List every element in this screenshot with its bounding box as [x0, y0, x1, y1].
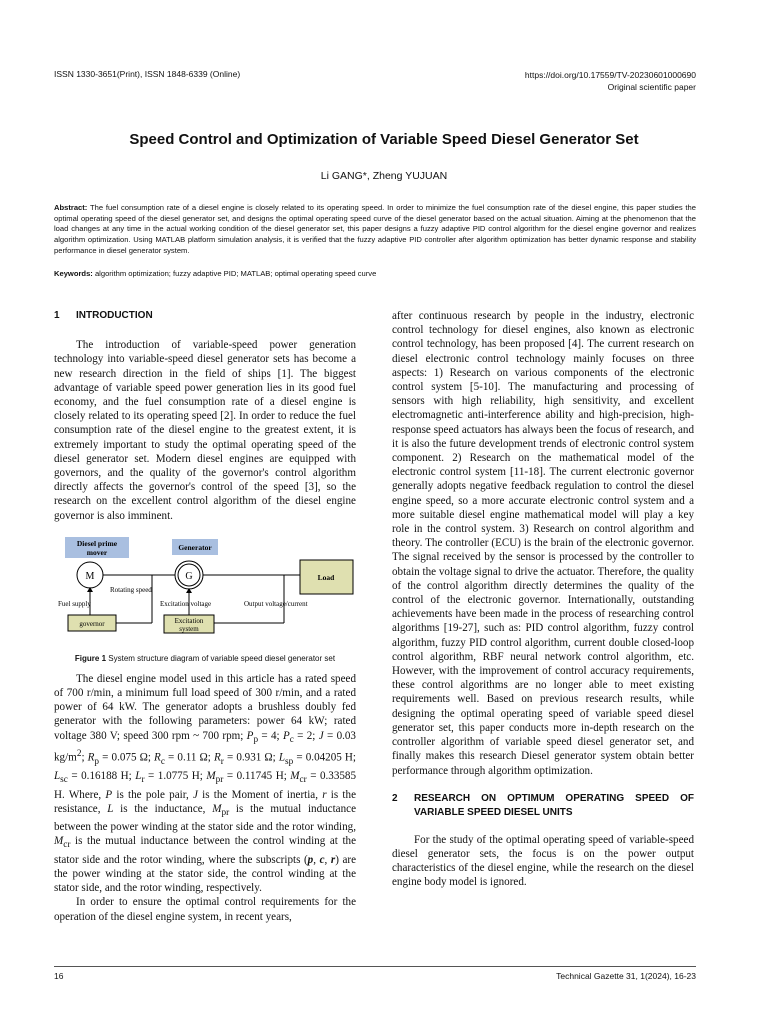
figure-1-caption-text: System structure diagram of variable speed diesel generator set	[106, 653, 336, 663]
intro-paragraph-1: The introduction of variable-speed power generation technology into variable-speed diesel generator sets has become a new research direction in the field of ships [1]. The biggest advantage of variable speed power generation lies in its good fuel economy, and the fuel consumption rate of a diesel engine is closely related to its operating speed [2]. In order to reduce the fuel consumption rate of the diesel engine to the greatest extent, it is extremely important to study the optimal operating speed of the diesel generator set. Modern diesel engines are equipped with governors, and the quality of the governor's control algorithm directly affects the governor's control of the speed [3], so the research on the excellent control algorithm of the diesel engine governor is also imminent.	[54, 339, 356, 522]
paper-title: Speed Control and Optimization of Variable Speed Diesel Generator Set	[129, 131, 639, 148]
section-2-number: 2	[392, 792, 398, 804]
abstract-label: Abstract:	[54, 203, 88, 212]
left-column	[54, 309, 356, 924]
issn-header: ISSN 1330-3651(Print), ISSN 1848-6339 (Online)	[54, 69, 241, 79]
section-2-paragraph-1: For the study of the optimal operating speed of variable-speed diesel generator sets, the focus is on the power output characteristics of the diesel engine, while the research on the diesel engine body model is ignored.	[392, 833, 694, 889]
page-number: 16	[54, 971, 64, 981]
figure-1-caption	[54, 654, 356, 664]
motor-symbol: M	[85, 570, 95, 582]
abstract-text: The fuel consumption rate of a diesel engine is closely related to its operating speed. In order to minimize the fuel consumption rate of the diesel engine, this paper studies the optimal operating speed of the diesel generator set, and designs the optimal operating speed curve of the diesel generator based on the actual situation. Aiming at the phenomenon that the load changes at any time in the actual working condition of the diesel generator set, this paper designs a fuzzy adaptive PID control algorithm for the diesel engine governor and realizes algorithm optimization. Using MATLAB platform simulation analysis, it is verified that the fuzzy adaptive PID controller after algorithm optimization has better dynamic response and stability performance in diesel generator system.	[54, 203, 696, 255]
section-1-number: 1	[54, 310, 60, 321]
keywords-label: Keywords:	[54, 269, 93, 278]
rotating-speed-label: Rotating speed	[110, 585, 152, 594]
keywords	[54, 269, 696, 278]
section-1-heading	[54, 309, 356, 323]
excitation-voltage-label: Excitation voltage	[160, 599, 212, 608]
section-2-heading	[392, 792, 694, 820]
section-1-title: INTRODUCTION	[76, 310, 153, 321]
paper-authors: Li GANG*, Zheng YUJUAN	[320, 170, 448, 182]
figure-1	[54, 537, 356, 652]
output-voltage-label: Output voltage/current	[244, 599, 308, 608]
intro-paragraph-4: after continuous research by people in the industry, electronic control technology for diesel engines, also known as electronic control technology, has been proposed [4]. The current research on diesel electronic control technology mainly focuses on three aspects: 1) Research on various components of the electronic control system [5-10]. The manufacturing and processing of sensors with high reliability, high sensitivity, and excellent electromagnetic anti-interference ability and high-precision, high-response speed actuators has always been the focus of research, and it is also the future development trends of electronic control system component. 2) Research on the mathematical model of the electronic control system [11-18]. The current electronic governor generally adopts negative feedback regulation to control the diesel engine speed, so a more accurate electronic control system and a more suitable diesel engine mathematical model will play a key role in the control system. 3) Research on control algorithm and theory. The controller (ECU) is the brain of the electronic governor. The signal received by the sensor is processed by the controller to obtain the voltage signal to drive the actuator. Therefore, the quality of the control algorithm directly determines the quality of the control of the electronic governor. Internationally, outstanding achievements have been made in the process of researching control algorithms [19-27], such as: PID control algorithm, fuzzy control algorithm, fuzzy PID control algorithm, current double closed-loop control algorithm, RBF neural network control algorithm, etc. However, with the improvement of control accuracy requirements, these control algorithms are no longer able to meet existing requirements well. Based on previous research results, while designing the optimal operating speed of variable speed diesel generator set, this paper conducts more in-depth research on the controller algorithm of variable speed diesel generator set, and finally makes this research Diesel generator system obtain better performance through algorithm optimization.	[392, 310, 694, 777]
prime-mover-label-2: mover	[86, 547, 108, 557]
abstract	[54, 203, 696, 257]
fuel-supply-label: Fuel supply	[58, 599, 91, 608]
generator-label: Generator	[178, 542, 212, 552]
intro-paragraph-3: In order to ensure the optimal control requirements for the operation of the diesel engine system, in recent years,	[54, 896, 356, 923]
governor-label: governor	[79, 619, 105, 628]
intro-paragraph-2: The diesel engine model used in this article has a rated speed of 700 r/min, a minimum full load speed of 300 r/min, and a rated power of 64 kW. The generator adopts a brushless doubly fed generator with the following parameters: power 64 kW; rated voltage 380 V; speed 300 rpm ~ 700 rpm; $P_p = 4$; $P_c = 2$; J = 0.03 $kg/m^2$; $R_p = 0.075$ Ω; $R_c = 0.11$ Ω; $R_r = 0.931$ Ω; $L_{sp} = 0.04205$ H; $L_{sc} = 0.16188$ H; $L_r = 1.0775$ H; $M_{pr} = 0.11745$ H; $M_{cr} = 0.33585$ H. Where, P is the pole pair, J is the Moment of inertia, r is the resistance, L is the inductance, $M_{pr}$ is the mutual inductance between the power winding at the stator side and the rotor winding, $M_{cr}$ is the mutual inductance between the control winding at the stator side and the rotor winding, where the subscripts (p, c, r) are the power winding at the stator side, the control winding at the stator side, and the rotor winding, respectively.	[54, 672, 357, 895]
load-label: Load	[317, 572, 335, 582]
right-column	[392, 309, 694, 890]
figure-1-caption-label: Figure 1	[74, 653, 107, 663]
doi-link[interactable]: https://doi.org/10.17559/TV-20230601000690	[524, 70, 696, 80]
excitation-system-label-2: system	[179, 624, 199, 633]
paper-type: Original scientific paper	[607, 82, 696, 92]
keywords-text: algorithm optimization; fuzzy adaptive PID; MATLAB; optimal operating speed curve	[92, 269, 377, 278]
footer-rule	[54, 966, 696, 967]
doi-header	[525, 69, 696, 93]
journal-citation: Technical Gazette 31, 1(2024), 16-23	[556, 971, 696, 981]
system-structure-diagram	[54, 537, 356, 652]
section-2-title: RESEARCH ON OPTIMUM OPERATING SPEED OF VARIABLE SPEED DIESEL UNITS	[414, 792, 694, 818]
excitation-system-label-1: Excitation	[174, 616, 204, 625]
prime-mover-label-1: Diesel prime	[76, 538, 118, 548]
generator-symbol: G	[185, 570, 193, 582]
